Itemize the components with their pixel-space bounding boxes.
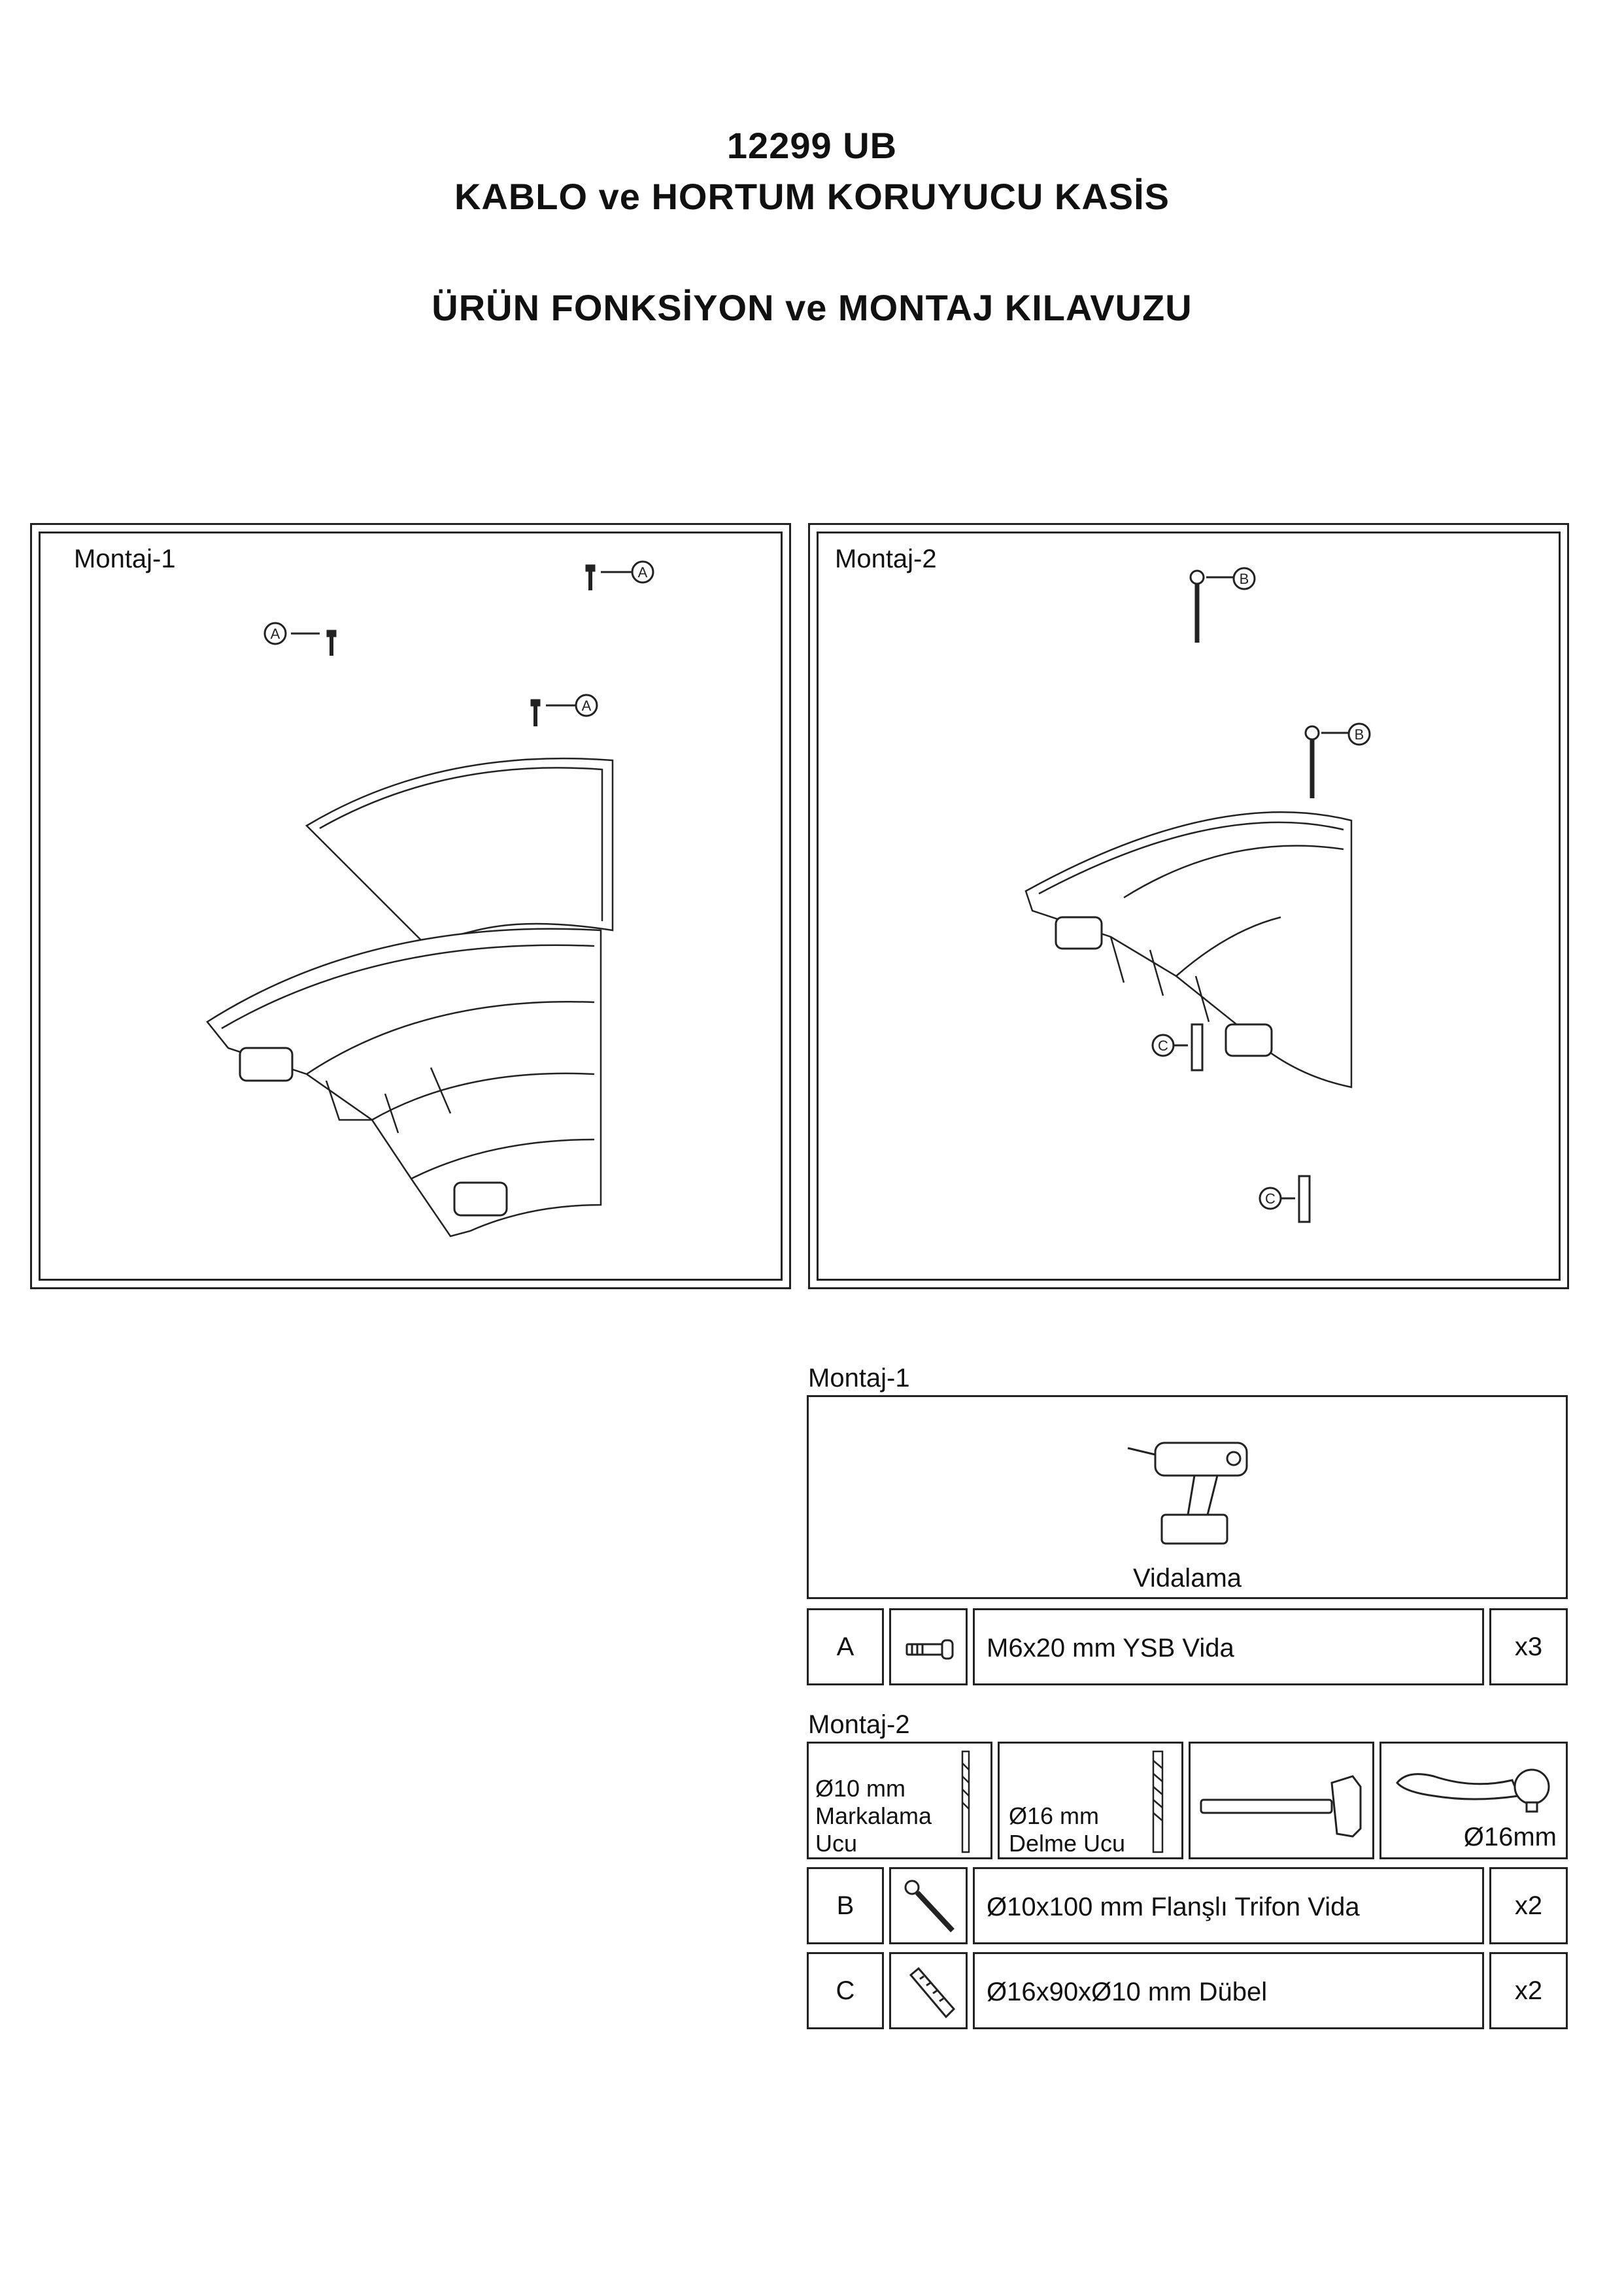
montaj-1-diagram-panel (30, 523, 791, 1289)
tool-label: Vidalama (1132, 1564, 1242, 1593)
lag-screw-icon (903, 1878, 958, 1937)
panel-label: Montaj-2 (835, 545, 937, 573)
part-description-cell: Ø16x90xØ10 mm Dübel (973, 1952, 1484, 2029)
lower-ramp-segment (207, 929, 601, 1236)
drill-bit-icon (1150, 1750, 1166, 1855)
tool-label: Ucu (815, 1830, 858, 1857)
connector-foot (240, 1048, 292, 1081)
bolt-icon (904, 1636, 956, 1663)
document-title: ÜRÜN FONKSİYON ve MONTAJ KILAVUZU (431, 287, 1193, 328)
part-description-cell: Ø10x100 mm Flanşlı Trifon Vida (973, 1867, 1484, 1944)
part-key-cell: B (807, 1867, 884, 1944)
product-name: KABLO ve HORTUM KORUYUCU KASİS (454, 176, 1170, 217)
montaj-2-illustration (810, 525, 1567, 1287)
connector-foot (1056, 917, 1102, 949)
montaj-2-diagram-panel (808, 523, 1569, 1289)
tool-box-ratchet (1379, 1742, 1568, 1859)
callout-c: C (1265, 1190, 1276, 1207)
part-qty-cell: x2 (1489, 1952, 1568, 2029)
montaj-1-illustration (32, 525, 789, 1287)
part-key-cell: A (807, 1608, 884, 1685)
wall-plug-icon (905, 1966, 958, 2021)
part-icon-cell (889, 1867, 968, 1944)
tool-box-drill-bit (998, 1742, 1183, 1859)
tool-box-hammer (1189, 1742, 1374, 1859)
ratchet-wrench-icon (1395, 1757, 1558, 1815)
part-key-cell: C (807, 1952, 884, 2029)
tool-label: Ø10 mm (815, 1775, 906, 1802)
callout-c: C (1158, 1038, 1168, 1054)
drill-bit-icon (959, 1750, 972, 1855)
tool-label: Markalama (815, 1802, 932, 1829)
upper-ramp-segment (307, 758, 613, 943)
montaj-2-heading: Montaj-2 (808, 1710, 910, 1739)
hammer-icon (1198, 1763, 1368, 1842)
cordless-drill-icon (1123, 1417, 1253, 1547)
callout-a: A (637, 564, 648, 581)
connector-foot (454, 1183, 507, 1215)
part-description-cell: M6x20 mm YSB Vida (973, 1608, 1484, 1685)
tool-label: Ø16 mm (1009, 1802, 1100, 1829)
tool-label: Delme Ucu (1009, 1830, 1126, 1857)
part-qty-cell: x2 (1489, 1867, 1568, 1944)
tool-box-screwdriver (807, 1395, 1568, 1599)
callout-a: A (270, 626, 280, 642)
assembled-ramp (1026, 812, 1351, 1087)
callout-b: B (1239, 571, 1249, 587)
product-code: 12299 UB (726, 125, 898, 166)
panel-label: Montaj-1 (74, 545, 176, 573)
part-qty-cell: x3 (1489, 1608, 1568, 1685)
connector-foot (1226, 1024, 1272, 1056)
callout-a: A (581, 698, 592, 714)
callout-b: B (1354, 726, 1364, 743)
tool-box-marking-bit (807, 1742, 992, 1859)
montaj-1-heading: Montaj-1 (808, 1364, 910, 1393)
part-icon-cell (889, 1952, 968, 2029)
part-icon-cell (889, 1608, 968, 1685)
tool-label: Ø16mm (1463, 1823, 1557, 1851)
